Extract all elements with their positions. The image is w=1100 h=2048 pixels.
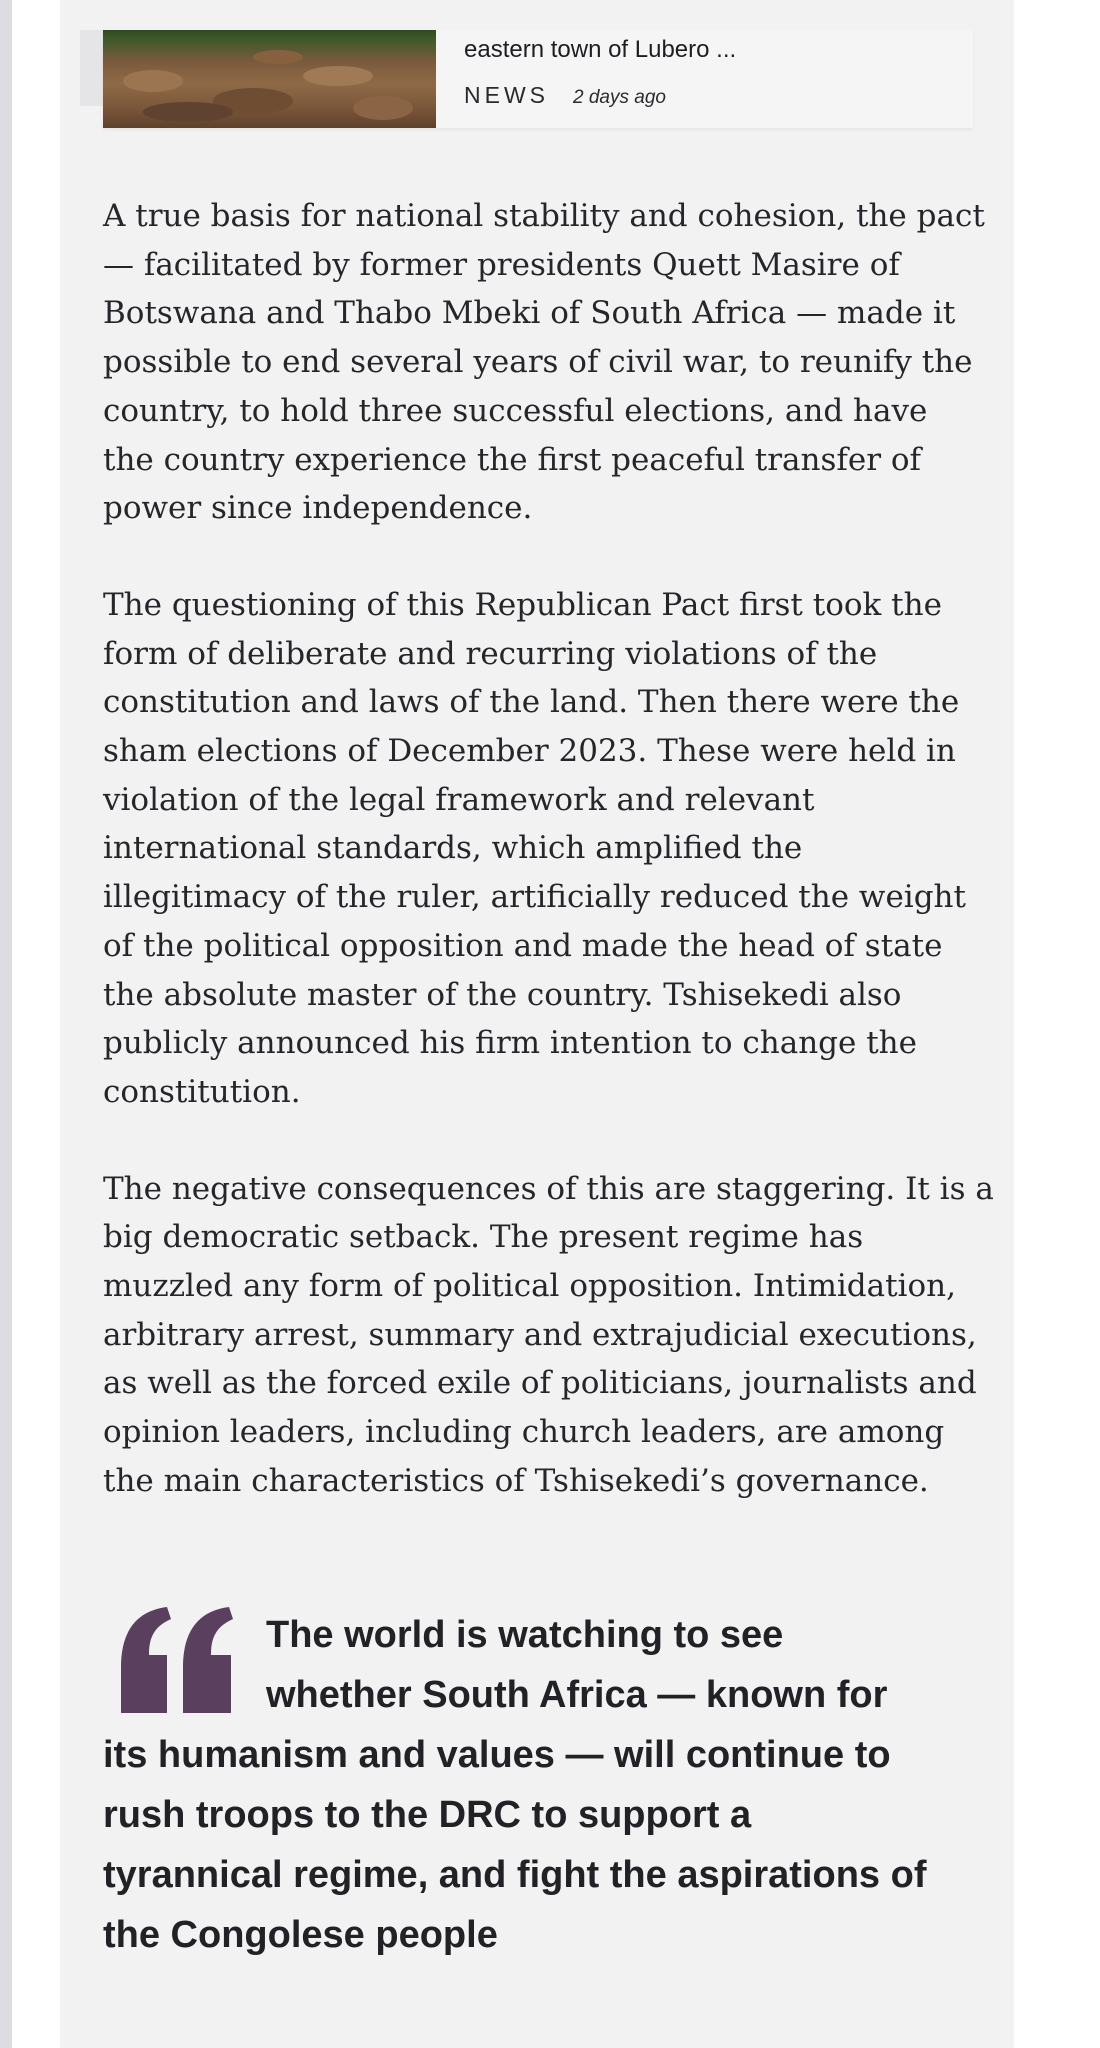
quote-mark-icon xyxy=(113,1605,238,1715)
paragraph-line: illegitimacy of the ruler, artificially reduced the weight xyxy=(103,879,966,916)
paragraph-line: — facilitated by former presidents Quett Masire of xyxy=(103,246,900,283)
related-article-thumbnail[interactable] xyxy=(103,30,436,128)
paragraph-line: muzzled any form of political opposition. Intimidation, xyxy=(103,1268,956,1305)
paragraph-line: opinion leaders, including church leaders, are among xyxy=(103,1414,945,1451)
paragraph-line: big democratic setback. The present regime has xyxy=(103,1219,864,1256)
paragraph-line: as well as the forced exile of politicians, journalists and xyxy=(103,1365,977,1402)
paragraph-line: the main characteristics of Tshisekedi’s governance. xyxy=(103,1462,929,1499)
paragraph-line: A true basis for national stability and cohesion, the pact xyxy=(103,198,985,234)
quote-line: whether South Africa — known for xyxy=(266,1674,888,1716)
paragraph-line: form of deliberate and recurring violations of the xyxy=(103,635,878,672)
window-edge xyxy=(0,0,12,2048)
timestamp: 2 days ago xyxy=(573,87,666,108)
paragraph-line: The negative consequences of this are staggering. It is a xyxy=(103,1170,994,1207)
article-paragraph xyxy=(103,581,983,1117)
paragraph-line: The questioning of this Republican Pact first took the xyxy=(103,586,942,623)
paragraph-line: sham elections of December 2023. These were held in xyxy=(103,733,956,770)
paragraph-line: Botswana and Thabo Mbeki of South Africa — made it xyxy=(103,295,956,332)
paragraph-line: possible to end several years of civil war, to reunify the xyxy=(103,344,973,381)
paragraph-line: country, to hold three successful elections, and have xyxy=(103,392,928,429)
paragraph-line: international standards, which amplified the xyxy=(103,830,803,867)
paragraph-line: power since independence. xyxy=(103,490,533,527)
previous-card-edge xyxy=(80,30,104,106)
article-paragraph xyxy=(103,192,983,533)
related-article-meta xyxy=(464,82,666,109)
paragraph-line: the country experience the first peaceful transfer of xyxy=(103,441,922,478)
pull-quote xyxy=(103,1605,983,1965)
paragraph-line: publicly announced his firm intention to change the xyxy=(103,1025,917,1062)
quote-line: The world is watching to see xyxy=(266,1614,784,1656)
section-label[interactable]: NEWS xyxy=(464,82,549,108)
paragraph-line: the absolute master of the country. Tshisekedi also xyxy=(103,976,902,1013)
related-article-excerpt[interactable]: eastern town of Lubero ... xyxy=(464,36,737,63)
paragraph-line: of the political opposition and made the head of state xyxy=(103,927,943,964)
article-body xyxy=(103,192,994,1554)
quote-line: the Congolese people xyxy=(103,1914,498,1956)
paragraph-line: arbitrary arrest, summary and extrajudicial executions, xyxy=(103,1316,977,1353)
quote-line: rush troops to the DRC to support a xyxy=(103,1794,752,1836)
quote-line: tyrannical regime, and fight the aspirations of xyxy=(103,1854,927,1896)
article-paragraph xyxy=(103,1165,994,1506)
paragraph-line: constitution and laws of the land. Then there were the xyxy=(103,684,960,721)
paragraph-line: constitution. xyxy=(103,1073,301,1110)
related-article-card[interactable] xyxy=(103,30,973,128)
quote-line: its humanism and values — will continue to xyxy=(103,1734,891,1776)
paragraph-line: violation of the legal framework and relevant xyxy=(103,781,815,818)
